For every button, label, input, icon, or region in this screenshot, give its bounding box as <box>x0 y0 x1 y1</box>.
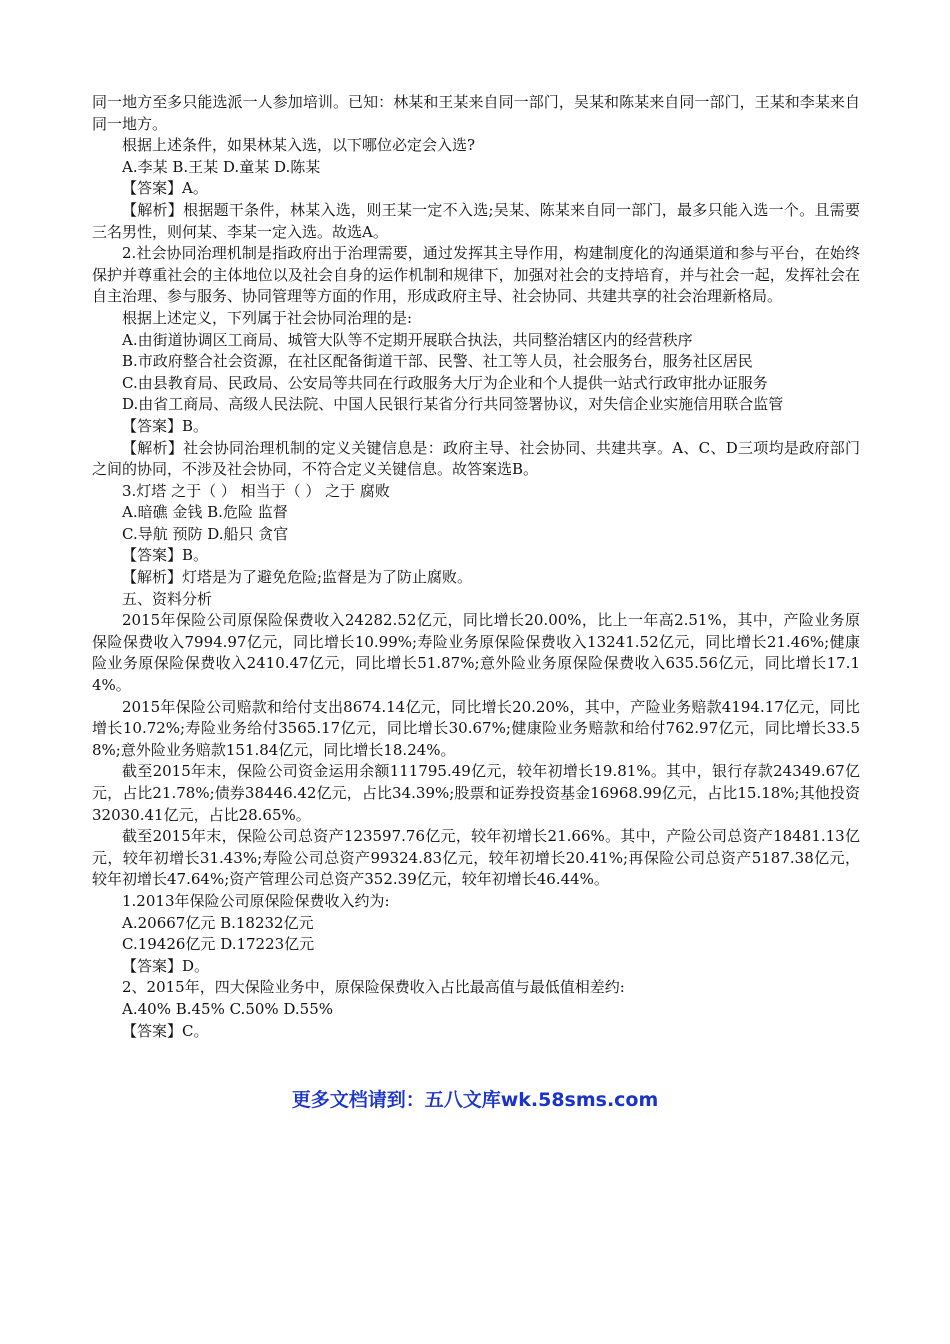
question-definition: 2.社会协同治理机制是指政府出于治理需要，通过发挥其主导作用，构建制度化的沟通渠道和参与平台，在始终保护并尊重社会的主体地位以及社会自身的运作机制和规律下，加强对社会的支持培育，并与社会一起，发挥社会在自主治理、参与服务、协同管理等方面的作用，形成政府主导、社会协同、共建共享的社会治理新格局。 <box>92 244 860 306</box>
options: C.19426亿元 D.17223亿元 <box>122 935 315 954</box>
footer-link[interactable]: 更多文档请到：五八文库wk.58sms.com <box>291 1089 659 1111</box>
answer: 【答案】A。 <box>122 179 208 198</box>
section-heading: 五、资料分析 <box>122 589 213 608</box>
options: A.暗礁 金钱 B.危险 监督 <box>122 503 288 522</box>
explanation: 【解析】灯塔是为了避免危险;监督是为了防止腐败。 <box>122 568 473 587</box>
answer: 【答案】D。 <box>122 956 210 975</box>
document-body <box>92 92 860 1042</box>
question-stem: 2、2015年，四大保险业务中，原保险保费收入占比最高值与最低值相差约: <box>122 978 625 997</box>
data-paragraph: 截至2015年末，保险公司总资产123597.76亿元，较年初增长21.66%。其中，产险公司总资产18481.13亿元，较年初增长31.43%;寿险公司总资产99324.83亿元，较年初增长20.41%;再保险公司总资产5187.38亿元，较年初增长47.64%;资产管理公司总资产352.39亿元，较年初增长46.44%。 <box>92 827 860 889</box>
option-d: D.由省工商局、高级人民法院、中国人民银行某省分行共同签署协议，对失信企业实施信用联合监管 <box>122 395 784 414</box>
data-paragraph: 2015年保险公司赔款和给付支出8674.14亿元，同比增长20.20%，其中，产险业务赔款4194.17亿元，同比增长10.72%;寿险业务给付3565.17亿元，同比增长30.67%;健康险业务赔款和给付762.97亿元，同比增长33.58%;意外险业务赔款151.84亿元，同比增长18.24%。 <box>92 697 860 759</box>
answer: 【答案】C。 <box>122 1021 209 1040</box>
question-stem: 3.灯塔 之于（ ） 相当于（ ） 之于 腐败 <box>122 481 390 500</box>
question-stem: 根据上述定义，下列属于社会协同治理的是: <box>122 308 413 327</box>
option-c: C.由县教育局、民政局、公安局等共同在行政服务大厅为企业和个人提供一站式行政审批办证服务 <box>122 373 768 392</box>
options: C.导航 预防 D.船只 贪官 <box>122 524 289 543</box>
answer: 【答案】B。 <box>122 416 209 435</box>
option-b: B.市政府整合社会资源，在社区配备街道干部、民警、社工等人员，社会服务台，服务社区居民 <box>122 352 753 371</box>
paragraph: 同一地方至多只能选派一人参加培训。已知：林某和王某来自同一部门，吴某和陈某来自同一部门，王某和李某来自同一地方。 <box>92 93 860 133</box>
explanation: 【解析】根据题干条件，林某入选，则王某一定不入选;吴某、陈某来自同一部门，最多只能入选一个。且需要三名男性，则何某、李某一定入选。故选A。 <box>92 200 860 241</box>
option-a: A.由街道协调区工商局、城管大队等不定期开展联合执法，共同整治辖区内的经营秩序 <box>122 330 693 349</box>
data-paragraph: 2015年保险公司原保险保费收入24282.52亿元，同比增长20.00%，比上一年高2.51%，其中，产险业务原保险保费收入7994.97亿元，同比增长10.99%;寿险业务原保险保费收入13241.52亿元，同比增长21.46%;健康险业务原保险保费收入2410.47亿元，同比增长51.87%;意外险业务原保险保费收入635.56亿元，同比增长17.14%。 <box>92 611 860 695</box>
answer: 【答案】B。 <box>122 546 209 565</box>
explanation: 【解析】社会协同治理机制的定义关键信息是：政府主导、社会协同、共建共享。A、C、D三项均是政府部门之间的协同，不涉及社会协同，不符合定义关键信息。故答案选B。 <box>92 438 860 479</box>
options: A.40% B.45% C.50% D.55% <box>122 999 334 1018</box>
options: A.20667亿元 B.18232亿元 <box>122 913 314 932</box>
question-stem: 根据上述条件，如果林某入选，以下哪位必定会入选? <box>122 136 476 155</box>
options: A.李某 B.王某 D.童某 D.陈某 <box>122 157 321 176</box>
data-paragraph: 截至2015年末，保险公司资金运用余额111795.49亿元，较年初增长19.81%。其中，银行存款24349.67亿元，占比21.78%;债券38446.42亿元，占比34.39%;股票和证券投资基金16968.99亿元，占比15.18%;其他投资32030.41亿元，占比28.65%。 <box>92 762 860 824</box>
question-stem: 1.2013年保险公司原保险保费收入约为: <box>122 891 390 910</box>
